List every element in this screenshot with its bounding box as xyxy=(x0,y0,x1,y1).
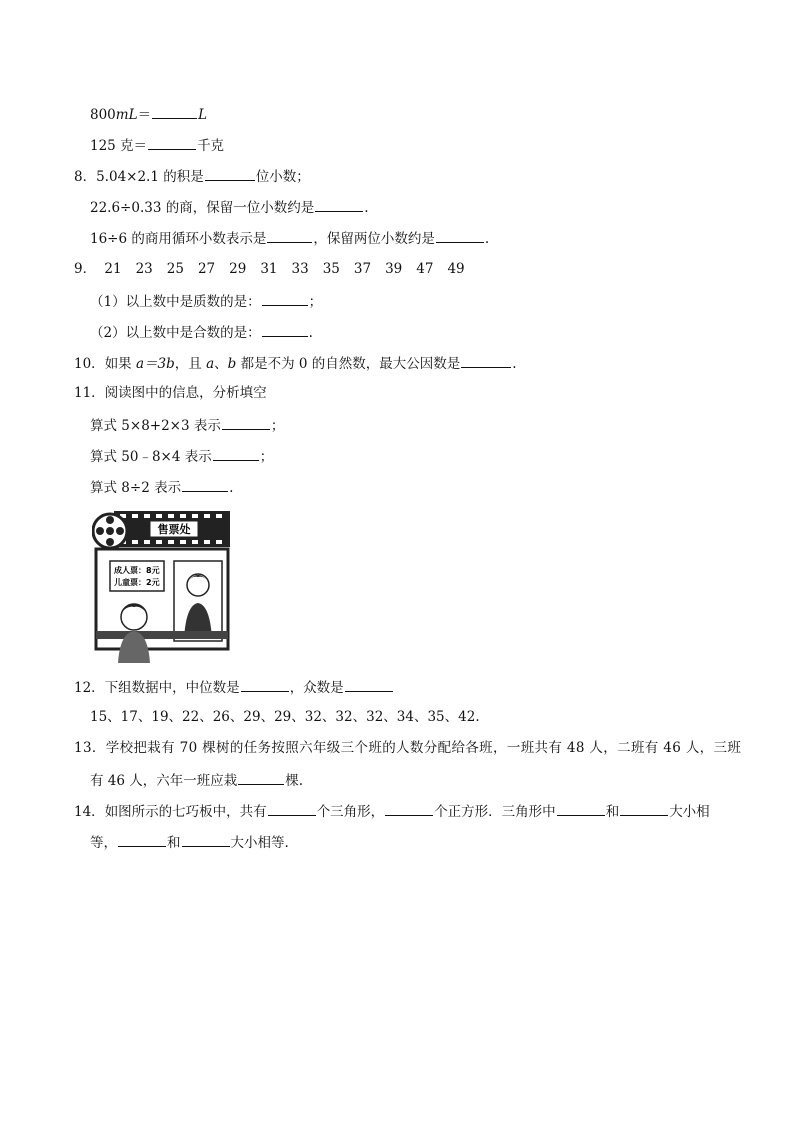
answer-blank[interactable] xyxy=(238,770,284,785)
question-13-part-2: 有 46 人，六年一班应栽 棵. xyxy=(90,770,303,790)
question-14: 14．如图所示的七巧板中，共有 个三角形， 个正方形．三角形中 和 大小相 xyxy=(74,801,710,821)
answer-blank[interactable] xyxy=(152,104,197,119)
question-8: 8．5.04×2.1 的积是 位小数； xyxy=(74,166,310,186)
question-10: 10．如果 a＝3b，且 a、b 都是不为 0 的自然数，最大公因数是 . xyxy=(74,353,517,373)
boy-figure xyxy=(121,604,147,630)
question-12: 12．下组数据中，中位数是 ，众数是 xyxy=(74,677,394,697)
answer-blank[interactable] xyxy=(385,801,433,816)
clerk-figure xyxy=(187,574,209,596)
question-11-part-1: 算式 5×8+2×3 表示 ； xyxy=(90,415,284,435)
answer-blank[interactable] xyxy=(620,801,668,816)
ticket-office-illustration xyxy=(92,505,232,663)
question-11: 11．阅读图中的信息，分析填空 xyxy=(74,385,267,401)
child-price: 儿童票：2元 xyxy=(114,578,160,587)
line-125g: 125 克＝ 千克 xyxy=(90,135,224,155)
question-8-part-2: 22.6÷0.33 的商，保留一位小数约是 . xyxy=(90,197,369,217)
answer-blank[interactable] xyxy=(213,446,259,461)
answer-blank[interactable] xyxy=(262,291,308,306)
answer-blank[interactable] xyxy=(345,677,393,692)
ticket-office-drawing xyxy=(92,505,232,663)
answer-blank[interactable] xyxy=(205,166,255,181)
question-9: 9． 21 23 25 27 29 31 33 35 37 39 47 49 xyxy=(74,261,465,277)
answer-blank[interactable] xyxy=(557,801,605,816)
answer-blank[interactable] xyxy=(222,415,270,430)
answer-blank[interactable] xyxy=(182,832,230,847)
adult-price: 成人票：8元 xyxy=(114,566,160,575)
question-13: 13．学校把栽有 70 棵树的任务按照六年级三个班的人数分配给各班，一班共有 48 人，二班有 46 人，三班 xyxy=(74,740,742,756)
question-14-part-2: 等， 和 大小相等. xyxy=(90,832,289,852)
answer-blank[interactable] xyxy=(461,353,511,368)
answer-blank[interactable] xyxy=(268,801,316,816)
question-9-part-1: （1）以上数中是质数的是： ； xyxy=(90,291,322,311)
question-9-part-2: （2）以上数中是合数的是： . xyxy=(90,322,313,342)
answer-blank[interactable] xyxy=(148,135,196,150)
answer-blank[interactable] xyxy=(118,832,166,847)
answer-blank[interactable] xyxy=(436,228,484,243)
answer-blank[interactable] xyxy=(241,677,289,692)
question-11-part-2: 算式 50﹣8×4 表示 ； xyxy=(90,446,273,466)
answer-blank[interactable] xyxy=(315,197,363,212)
question-12-data: 15、17、19、22、26、29、29、32、32、32、34、35、42. xyxy=(90,709,480,725)
answer-blank[interactable] xyxy=(262,322,308,337)
answer-blank[interactable] xyxy=(267,228,312,243)
question-8-part-3: 16÷6 的商用循环小数表示是 ，保留两位小数约是 . xyxy=(90,228,489,248)
question-11-part-3: 算式 8÷2 表示 . xyxy=(90,477,233,497)
line-800ml: 800mL＝ L xyxy=(90,104,207,124)
sign-text: 售票处 xyxy=(157,523,191,536)
answer-blank[interactable] xyxy=(182,477,228,492)
